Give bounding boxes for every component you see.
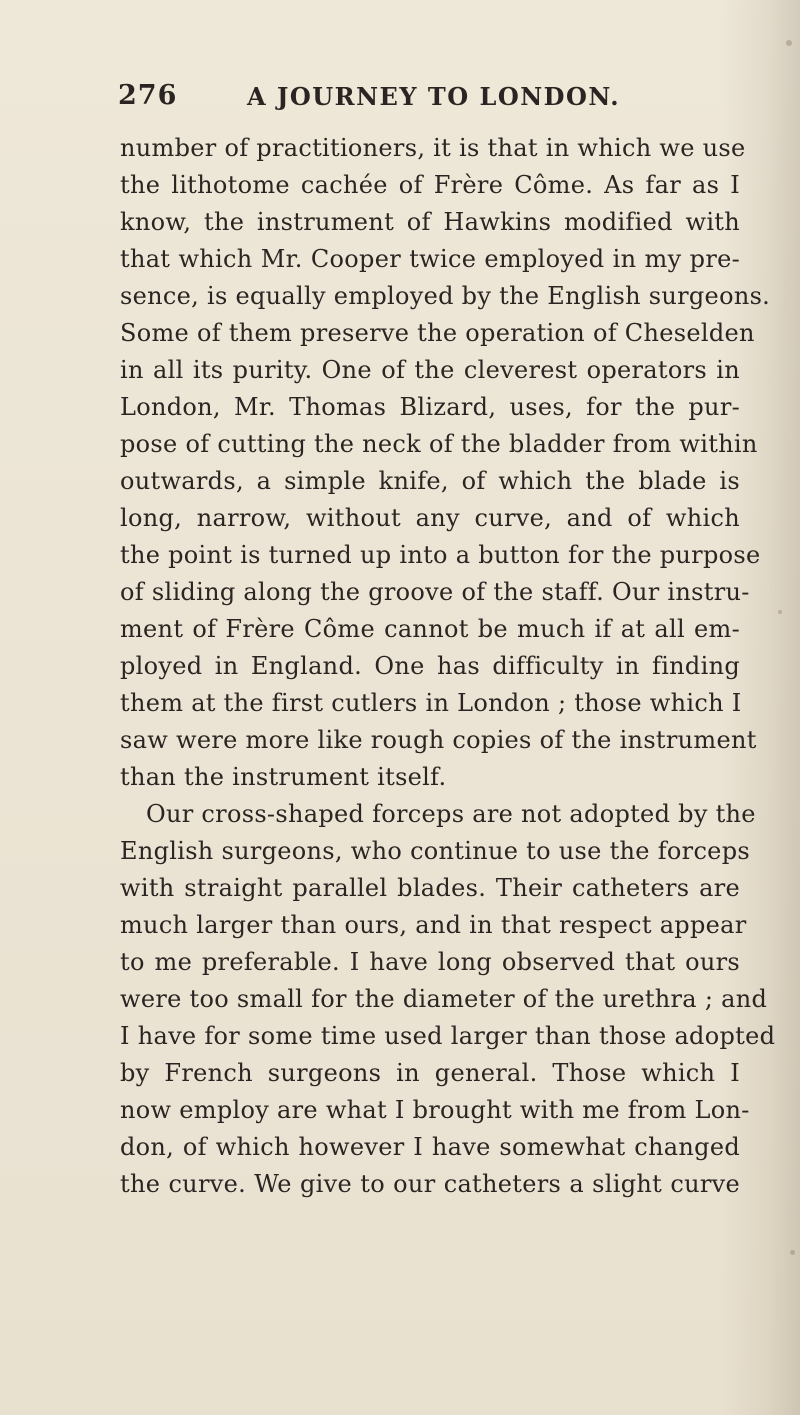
text-line: London, Mr. Thomas Blizard, uses, for the pur- bbox=[120, 393, 740, 421]
text-line: to me preferable. I have long observed that ours bbox=[120, 948, 740, 976]
text-line: by French surgeons in general. Those which I bbox=[120, 1059, 740, 1087]
text-line: much larger than ours, and in that respect appear bbox=[120, 911, 747, 939]
text-line: know, the instrument of Hawkins modified with bbox=[120, 208, 740, 236]
text-line: were too small for the diameter of the urethra ; and bbox=[120, 985, 768, 1013]
text-line: the lithotome cachée of Frère Côme. As far as I bbox=[120, 171, 740, 199]
running-head: A JOURNEY TO LONDON. bbox=[247, 82, 621, 111]
text-line: English surgeons, who continue to use the forceps bbox=[120, 837, 750, 865]
text-line: don, of which however I have somewhat changed bbox=[120, 1133, 740, 1161]
text-line: in all its purity. One of the cleverest operators in bbox=[120, 356, 740, 384]
page-number: 276 bbox=[118, 80, 178, 111]
text-line: pose of cutting the neck of the bladder from within bbox=[120, 430, 758, 458]
text-line: long, narrow, without any curve, and of which bbox=[120, 504, 740, 532]
text-line: ployed in England. One has difficulty in finding bbox=[120, 652, 740, 680]
text-line: sence, is equally employed by the English surgeons. bbox=[120, 282, 771, 310]
text-line: them at the first cutlers in London ; those which I bbox=[120, 689, 742, 717]
paper-speck bbox=[778, 610, 782, 614]
text-line: now employ are what I brought with me from Lon- bbox=[120, 1096, 750, 1124]
text-line: I have for some time used larger than those adopted bbox=[120, 1022, 776, 1050]
text-line: with straight parallel blades. Their catheters are bbox=[120, 874, 740, 902]
page-header bbox=[0, 80, 800, 120]
text-line: Some of them preserve the operation of Cheselden bbox=[120, 319, 755, 347]
text-line: ment of Frère Côme cannot be much if at all em- bbox=[120, 615, 740, 643]
text-line: number of practitioners, it is that in which we use bbox=[120, 134, 746, 162]
paper-speck bbox=[786, 40, 792, 46]
paper-speck bbox=[790, 1250, 795, 1255]
text-line: than the instrument itself. bbox=[120, 763, 447, 791]
text-line: the curve. We give to our catheters a slight curve bbox=[120, 1170, 740, 1198]
text-line: that which Mr. Cooper twice employed in my pre- bbox=[120, 245, 740, 273]
text-line: saw were more like rough copies of the instrument bbox=[120, 726, 757, 754]
text-line: outwards, a simple knife, of which the blade is bbox=[120, 467, 740, 495]
body-text bbox=[120, 130, 776, 1203]
paragraph-first-line: Our cross-shaped forceps are not adopted by the bbox=[146, 800, 756, 828]
text-line: of sliding along the groove of the staff. Our instru- bbox=[120, 578, 750, 606]
text-line: the point is turned up into a button for the purpose bbox=[120, 541, 761, 569]
